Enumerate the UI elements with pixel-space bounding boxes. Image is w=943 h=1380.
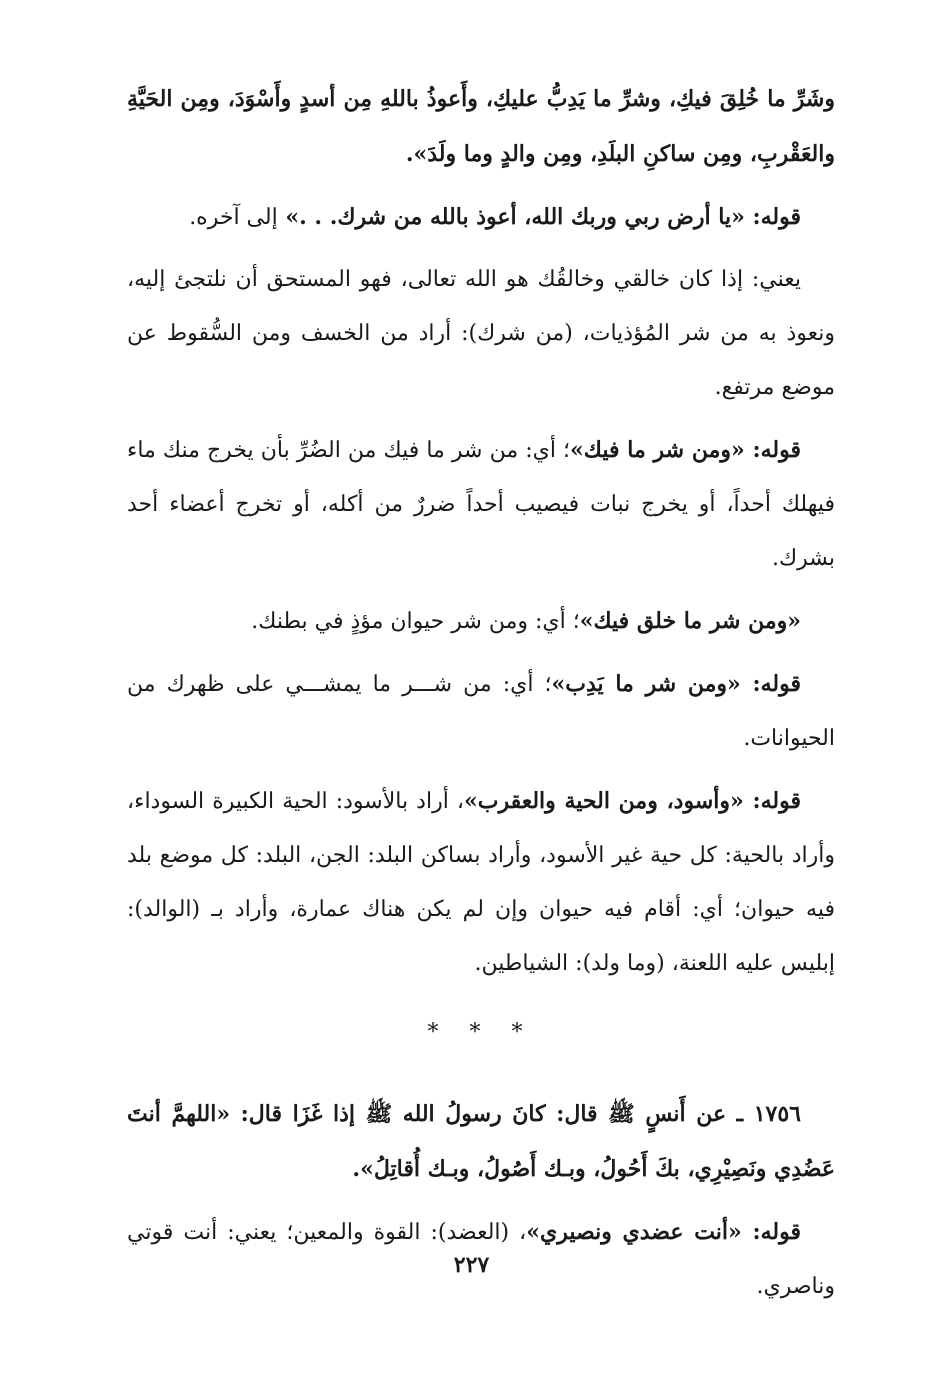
bold-text-run: قوله: «يا أرض ربي وربك الله، أعوذ بالله من شرك. . .»: [277, 204, 801, 230]
bold-text-run: ١٧٥٦ ـ عن أَنسٍ ﷺ قال: كانَ رسولُ الله ﷺ إذا غَزَا قال: «اللهمَّ أنتَ عَضُدِي ونَصِيْرِي، بكَ أَحُولُ، وبـك أَصُولُ، وبـك أُقاتِلُ».: [127, 1101, 835, 1182]
bold-text-run: قوله: «ومن شر ما فيك»: [570, 437, 801, 463]
text-run: ؛ أي: ومن شر حيوان مؤذٍ في بطنك.: [251, 609, 580, 634]
paragraph: [127, 774, 835, 991]
paragraph: [127, 1087, 835, 1197]
bold-text-run: وشَرِّ ما خُلِقَ فيكِ، وشرِّ ما يَدِبُّ عليكِ، وأَعوذُ باللهِ مِن أسدٍ وأَسْوَدَ، ومِن الحَيَّةِ والعَقْربِ، ومِن ساكنِ البلَدِ، ومِن والدٍ وما ولَدَ».: [127, 86, 835, 167]
text-run: ، أراد بالأسود: الحية الكبيرة السوداء، وأراد بالحية: كل حية غير الأسود، وأراد بساكن البلد: الجن، البلد: كل موضع بلد فيه حيوان؛ أي: أقام فيه حيوان وإن لم يكن هناك عمارة، وأراد بـ (الوالد): إبليس عليه اللعنة، (وما ولد): الشياطين.: [127, 789, 835, 976]
page-number: ٢٢٧: [453, 1252, 490, 1278]
text-run: ، (العضد): القوة والمعين؛ يعني: أنت قوتي وناصري.: [127, 1220, 835, 1299]
bold-text-run: «ومن شر ما خلق فيك»: [579, 608, 801, 634]
commentary-section-2: [127, 1087, 835, 1314]
bold-text-run: قوله: «ومن شر ما يَدِب»: [551, 671, 802, 697]
text-run: يعني: إذا كان خالقي وخالقُك هو الله تعالى، فهو المستحق أن نلتجئ إليه، ونعوذ به من شر المُؤذيات، (من شرك): أراد من الخسف ومن السُّقوط عن موضع مرتفع.: [127, 267, 835, 400]
text-run: ؛ أي: من شـــر ما يمشـــي على ظهرك من الحيوانات.: [127, 672, 835, 751]
bold-text-run: قوله: «وأسود، ومن الحية والعقرب»: [463, 788, 801, 814]
text-run: ؛ أي: من شر ما فيك من الضُرِّ بأن يخرج منك ماء فيهلك أحداً، أو يخرج نبات فيصيب أحداً ضررٌ من أكله، أو تخرج أعضاء أحد بشرك.: [127, 438, 835, 571]
page-body: [127, 72, 835, 1322]
paragraph: [127, 190, 835, 245]
bold-text-run: قوله: «أنت عضدي ونصيري»: [526, 1219, 801, 1245]
paragraph: [127, 72, 835, 182]
paragraph: [127, 423, 835, 586]
paragraph: [127, 594, 835, 649]
section-divider: * * *: [427, 1020, 535, 1045]
paragraph: [127, 253, 835, 415]
text-run: إلى آخره.: [189, 205, 278, 230]
paragraph: [127, 657, 835, 766]
commentary-section-1: [127, 72, 835, 991]
